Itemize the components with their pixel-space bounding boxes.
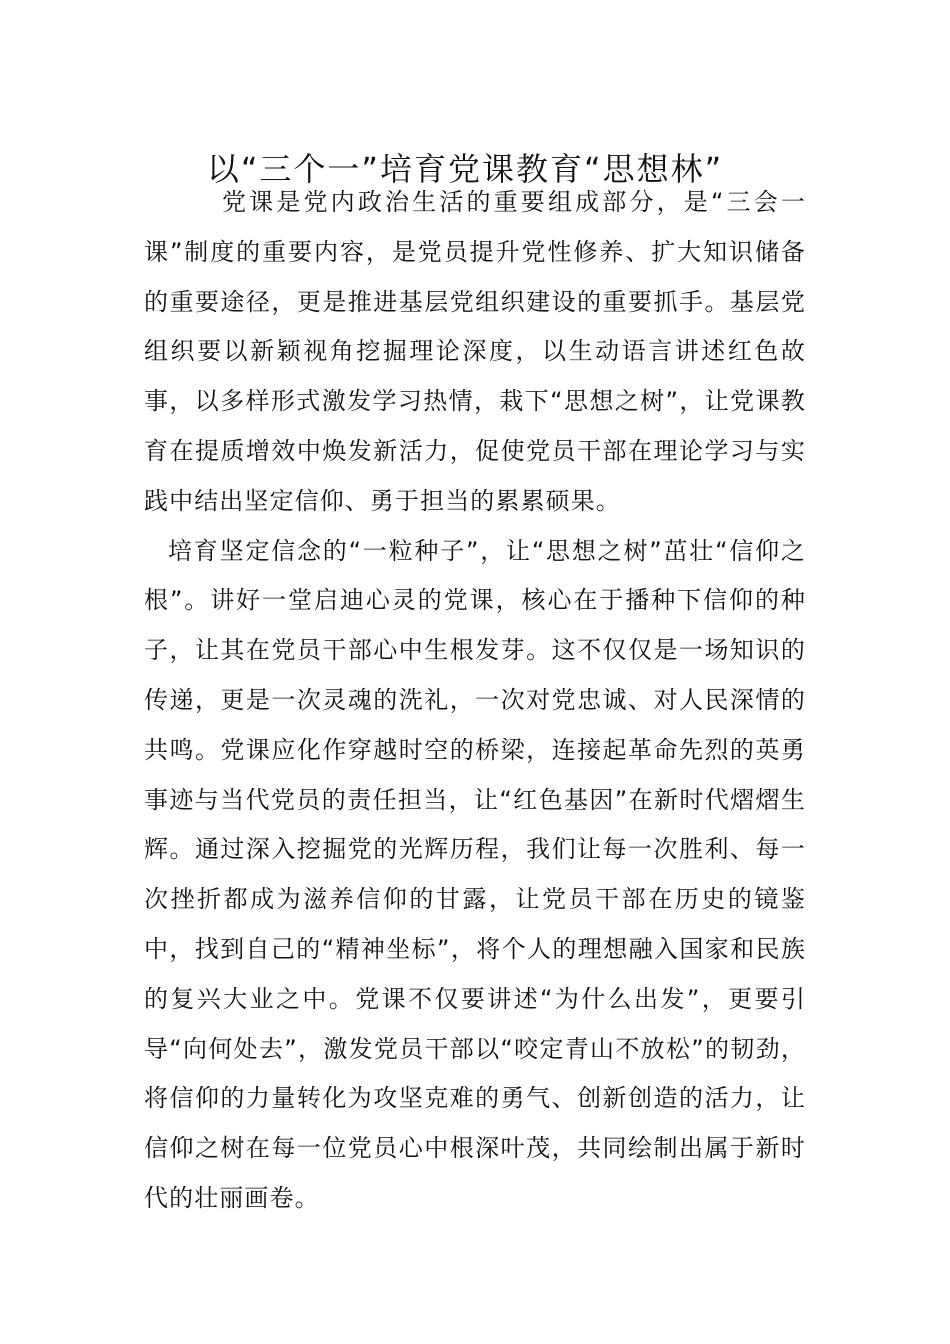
document-body <box>144 178 806 1224</box>
paragraph-intro: 党课是党内政治生活的重要组成部分，是“三会一课”制度的重要内容，是党员提升党性修养、扩大知识储备的重要途径，更是推进基层党组织建设的重要抓手。基层党组织要以新颖视角挖掘理论深度，以生动语言讲述红色故事，以多样形式激发学习热情，栽下“思想之树”，让党课教育在提质增效中焕发新活力，促使党员干部在理论学习与实践中结出坚定信仰、勇于担当的累累硕果。 <box>144 188 806 515</box>
paragraph-seed: 培育坚定信念的“一粒种子”，让“思想之树”茁壮“信仰之根”。讲好一堂启迪心灵的党课，核心在于播种下信仰的种子，让其在党员干部心中生根发芽。这不仅仅是一场知识的传递，更是一次灵魂的洗礼，一次对党忠诚、对人民深情的共鸣。党课应化作穿越时空的桥梁，连接起革命先烈的英勇事迹与当代党员的责任担当，让“红色基因”在新时代熠熠生辉。通过深入挖掘党的光辉历程，我们让每一次胜利、每一次挫折都成为滋养信仰的甘露，让党员干部在历史的镜鉴中，找到自己的“精神坐标”，将个人的理想融入国家和民族的复兴大业之中。党课不仅要讲述“为什么出发”，更要引导“向何处去”，激发党员干部以“咬定青山不放松”的韧劲，将信仰的力量转化为攻坚克难的勇气、创新创造的活力，让信仰之树在每一位党员心中根深叶茂，共同绘制出属于新时代的壮丽画卷。 <box>144 536 806 1212</box>
document-title: 以“三个一”培育党课教育“思想林” <box>206 150 724 189</box>
